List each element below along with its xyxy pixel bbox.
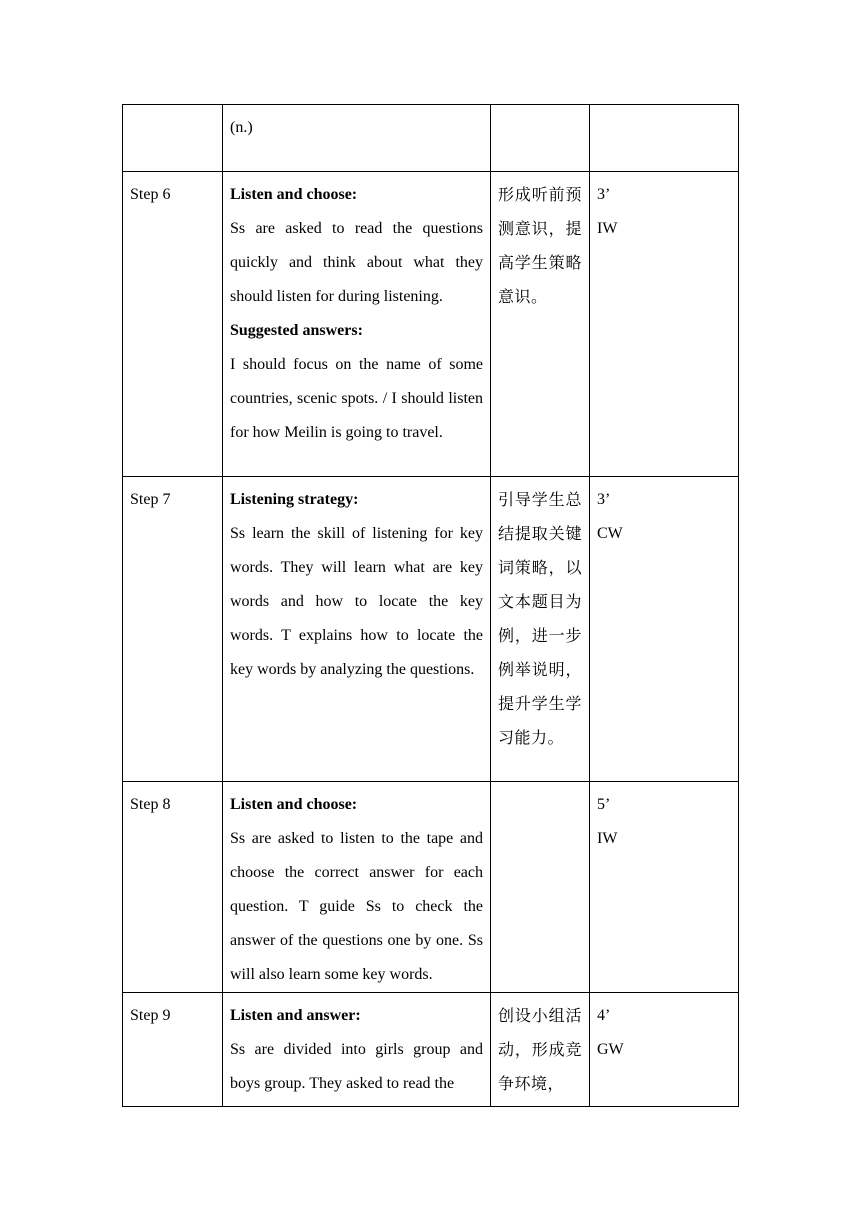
activity-text: I should focus on the name of some countries, scenic spots. / I should listen for how Meilin is going to travel.: [230, 356, 483, 441]
activity-heading: Listen and answer:: [230, 1007, 361, 1024]
activity-text: Ss are asked to listen to the tape and choose the correct answer for each question. T guide Ss to check the answer of the questions one by one. Ss will also learn some key words.: [230, 830, 483, 983]
table-body: [123, 105, 739, 1107]
work-mode: CW: [597, 525, 623, 542]
time-mode-cell: [590, 993, 739, 1107]
activity-heading: Listening strategy:: [230, 491, 359, 508]
table-row: [123, 105, 739, 172]
table-row: [123, 477, 739, 782]
time-value: 5’: [597, 796, 611, 813]
content-cell: [223, 172, 491, 477]
purpose-cell: [491, 105, 590, 172]
purpose-cell: [491, 782, 590, 993]
step-cell: Step 8: [123, 782, 223, 993]
time-mode-cell: [590, 105, 739, 172]
table-row: [123, 782, 739, 993]
lesson-plan-table: [122, 104, 739, 1107]
table-row: [123, 172, 739, 477]
work-mode: GW: [597, 1041, 624, 1058]
activity-text: (n.): [230, 119, 253, 136]
step-cell: Step 7: [123, 477, 223, 782]
table-row: [123, 993, 739, 1107]
purpose-cell: 引导学生总结提取关键词策略，以文本题目为例，进一步例举说明，提升学生学习能力。: [491, 477, 590, 782]
content-cell: [223, 477, 491, 782]
work-mode: IW: [597, 830, 618, 847]
activity-text: Ss are divided into girls group and boys group. They asked to read the: [230, 1041, 483, 1092]
activity-text: Ss are asked to read the questions quickly and think about what they should listen for during listening.: [230, 220, 483, 305]
content-cell: [223, 782, 491, 993]
purpose-cell: 创设小组活动，形成竞争环境，: [491, 993, 590, 1107]
time-mode-cell: [590, 782, 739, 993]
step-cell: [123, 105, 223, 172]
content-cell: [223, 105, 491, 172]
activity-heading: Listen and choose:: [230, 796, 358, 813]
activity-heading: Suggested answers:: [230, 322, 363, 339]
time-mode-cell: [590, 477, 739, 782]
time-value: 4’: [597, 1007, 611, 1024]
time-value: 3’: [597, 491, 611, 508]
activity-heading: Listen and choose:: [230, 186, 358, 203]
time-mode-cell: [590, 172, 739, 477]
content-cell: [223, 993, 491, 1107]
purpose-cell: 形成听前预测意识，提高学生策略意识。: [491, 172, 590, 477]
activity-text: Ss learn the skill of listening for key words. They will learn what are key words and how to locate the key words. T explains how to locate the key words by analyzing the questions.: [230, 525, 483, 678]
work-mode: IW: [597, 220, 618, 237]
time-value: 3’: [597, 186, 611, 203]
step-cell: Step 6: [123, 172, 223, 477]
step-cell: Step 9: [123, 993, 223, 1107]
